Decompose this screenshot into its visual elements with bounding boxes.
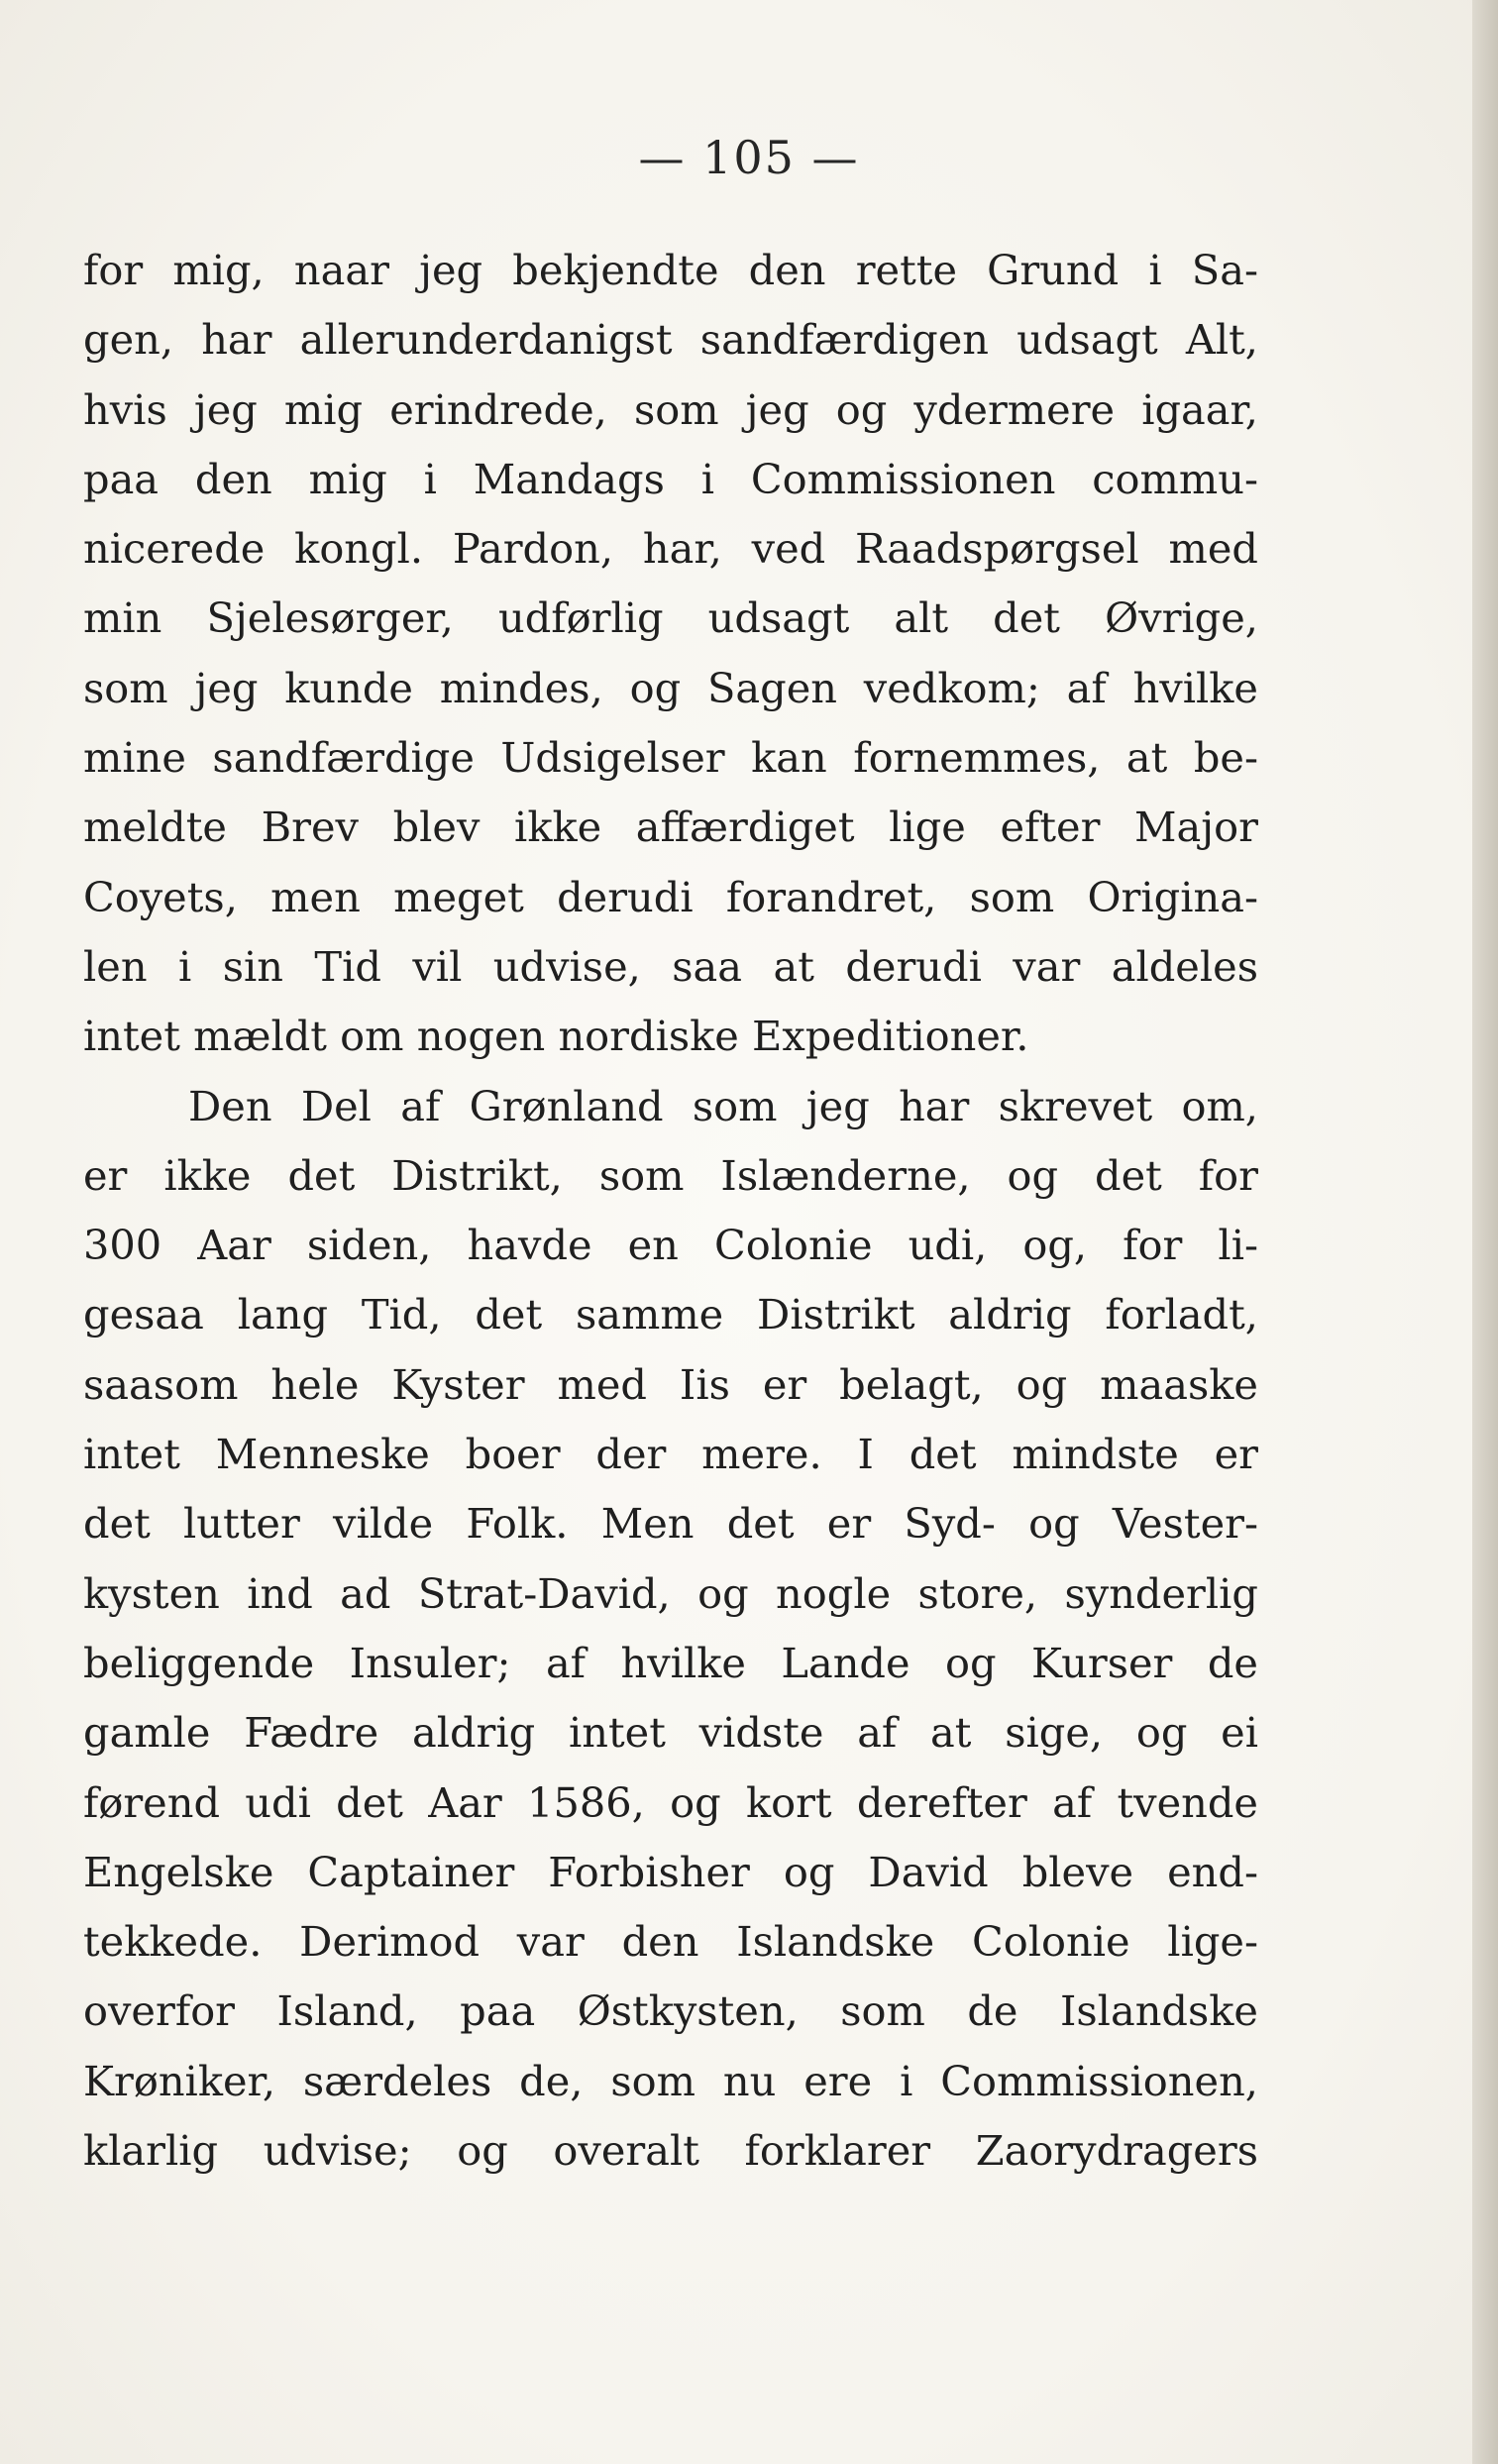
text-line: Krøniker, særdeles de, som nu ere i Commissionen, <box>83 2056 1258 2105</box>
text-line: gen, har allerunderdanigst sandfærdigen udsagt Alt, <box>83 315 1258 365</box>
text-line: hvis jeg mig erindrede, som jeg og ydermere igaar, <box>83 384 1258 434</box>
text-line: Engelske Captainer Forbisher og David bleve end- <box>83 1847 1258 1896</box>
text-line: førend udi det Aar 1586, og kort derefter af tvende <box>83 1777 1258 1827</box>
text-line: len i sin Tid vil udvise, saa at derudi var aldeles <box>83 941 1258 991</box>
text-line: gamle Fædre aldrig intet vidste af at sige, og ei <box>83 1708 1258 1758</box>
text-line: intet Menneske boer der mere. I det mindste er <box>83 1430 1258 1479</box>
text-line: som jeg kunde mindes, og Sagen vedkom; af hvilke <box>83 663 1258 712</box>
text-line: beliggende Insuler; af hvilke Lande og Kurser de <box>83 1638 1258 1687</box>
text-line: overfor Island, paa Østkysten, som de Islandske <box>83 1986 1258 2036</box>
text-line: tekkede. Derimod var den Islandske Colonie lige- <box>83 1917 1258 1967</box>
text-line: for mig, naar jeg bekjendte den rette Grund i Sa- <box>83 246 1258 294</box>
text-line: saasom hele Kyster med Iis er belagt, og maaske <box>83 1359 1258 1409</box>
text-line: kysten ind ad Strat-David, og nogle store, synderlig <box>83 1568 1258 1618</box>
text-line: det lutter vilde Folk. Men det er Syd- og Vester- <box>83 1499 1258 1549</box>
text-line: mine sandfærdige Udsigelser kan fornemmes, at be- <box>83 733 1258 783</box>
text-line: er ikke det Distrikt, som Islænderne, og det for <box>83 1150 1258 1200</box>
text-line: paa den mig i Mandags i Commissionen commu- <box>83 454 1258 503</box>
body-text <box>83 236 1258 2186</box>
text-line: nicerede kongl. Pardon, har, ved Raadspørgsel med <box>83 524 1258 574</box>
text-line: 300 Aar siden, havde en Colonie udi, og, for li- <box>83 1221 1258 1270</box>
paragraph-start-line: Den Del af Grønland som jeg har skrevet om, <box>188 1081 1258 1130</box>
text-line: meldte Brev blev ikke affærdiget lige efter Major <box>83 803 1258 852</box>
text-line: klarlig udvise; og overalt forklarer Zaorydragers <box>83 2126 1258 2176</box>
page-edge-shadow <box>1472 0 1498 2464</box>
text-line: min Sjelesørger, udførlig udsagt alt det Øvrige, <box>83 593 1258 643</box>
page-number: — 105 — <box>638 131 860 184</box>
text-line: Coyets, men meget derudi forandret, som Origina- <box>83 872 1258 921</box>
text-line: intet mældt om nogen nordiske Expeditioner. <box>83 1012 1029 1061</box>
text-line: gesaa lang Tid, det samme Distrikt aldrig forladt, <box>83 1290 1258 1339</box>
